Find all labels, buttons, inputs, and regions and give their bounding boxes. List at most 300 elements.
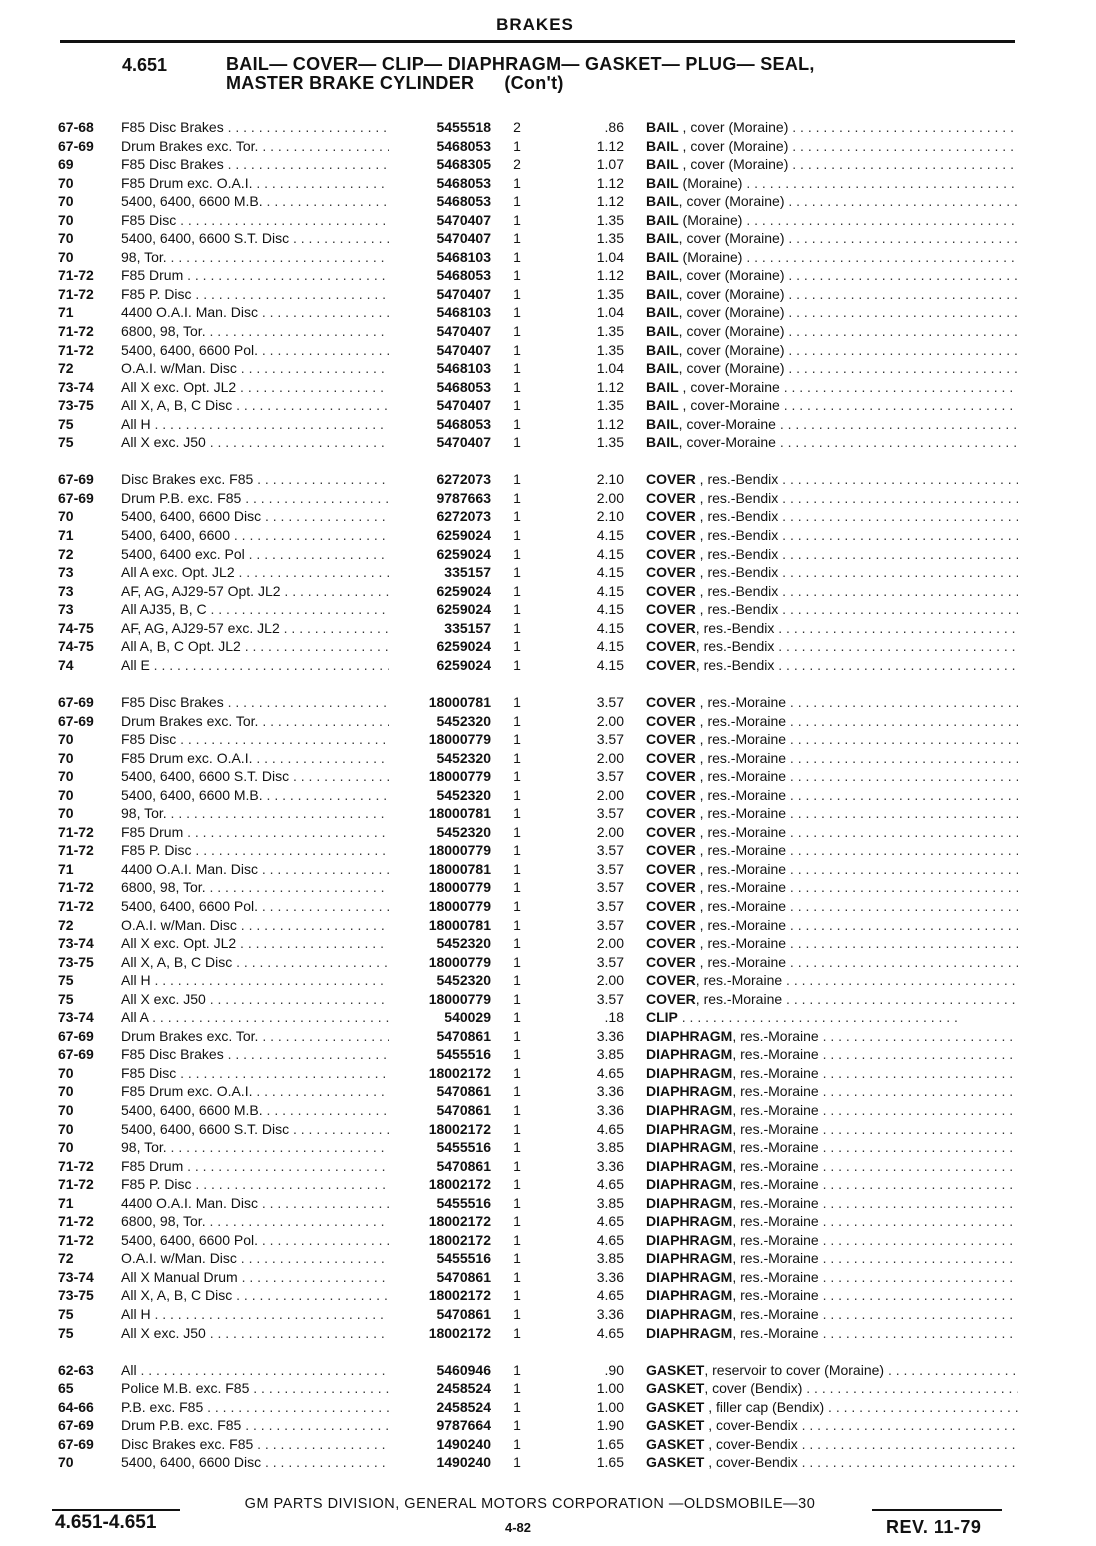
application: All X Manual Drum . . . (121, 1268, 389, 1286)
price: 3.57 (596, 693, 624, 710)
application: 5400, 6400, 6600 M.B. . . . (121, 192, 389, 210)
part-number: 5470407 (436, 211, 491, 228)
model-year: 70 (58, 230, 74, 247)
description (646, 730, 1018, 748)
price: 1.35 (596, 323, 624, 340)
description (646, 1101, 1018, 1119)
quantity: 1 (513, 1250, 521, 1267)
part-number: 5468305 (436, 156, 491, 173)
description (646, 1194, 1018, 1212)
part-number: 2458524 (436, 1398, 491, 1415)
price: 3.57 (596, 879, 624, 896)
price: 3.85 (596, 1139, 624, 1156)
part-number: 6259024 (436, 582, 491, 599)
quantity: 1 (513, 1046, 521, 1063)
part-description: , res.-Moraine (695, 786, 787, 803)
price: 3.36 (596, 1157, 624, 1174)
model-year: 71-72 (58, 842, 94, 859)
part-name: GASKET (646, 1435, 705, 1452)
application: 5400, 6400, 6600 S.T. Disc . . . (121, 1120, 389, 1138)
part-name: COVER (646, 842, 696, 859)
description (646, 155, 1018, 173)
table-row (0, 433, 1096, 452)
part-name: COVER (646, 638, 696, 655)
part-description: , cover-Bendix (704, 1417, 798, 1434)
part-number: 5468053 (436, 415, 491, 432)
quantity: 1 (513, 471, 521, 488)
price: 1.00 (596, 1398, 624, 1415)
quantity: 1 (513, 638, 521, 655)
quantity: 1 (513, 1380, 521, 1397)
part-name: DIAPHRAGM (646, 1046, 733, 1063)
part-number: 5470407 (436, 434, 491, 451)
part-description: , cover (Moraine) (678, 304, 785, 321)
table-row (0, 934, 1096, 953)
description (646, 1082, 1018, 1100)
table-row (0, 1027, 1096, 1046)
part-description: , cover-Moraine (678, 434, 776, 451)
description (646, 1027, 1018, 1045)
description (646, 990, 1018, 1008)
application: All X exc. Opt. JL2 . . . (121, 378, 389, 396)
table-row (0, 582, 1096, 601)
part-number: 5468053 (436, 193, 491, 210)
quantity: 1 (513, 1139, 521, 1156)
part-number: 5468053 (436, 267, 491, 284)
quantity: 1 (513, 1435, 521, 1452)
description (646, 1398, 1018, 1416)
part-description: , res.-Moraine (732, 1064, 819, 1081)
price: 2.00 (596, 712, 624, 729)
quantity: 1 (513, 360, 521, 377)
application: 98, Tor. . . . (121, 248, 389, 266)
part-description: , cover-Bendix (704, 1435, 798, 1452)
description (646, 1138, 1018, 1156)
table-row (0, 118, 1096, 137)
table-row (0, 1249, 1096, 1268)
part-name: COVER (646, 508, 696, 525)
description (646, 303, 1018, 321)
part-name: BAIL (646, 397, 679, 414)
quantity: 1 (513, 768, 521, 785)
part-name: DIAPHRAGM (646, 1324, 733, 1341)
footer-page-number: 4-82 (505, 1520, 532, 1535)
model-year: 70 (58, 768, 74, 785)
application: 6800, 98, Tor. . . . (121, 1212, 389, 1230)
quantity: 1 (513, 786, 521, 803)
part-number: 5455518 (436, 119, 491, 135)
quantity: 1 (513, 397, 521, 414)
model-year: 71-72 (58, 823, 94, 840)
part-number: 18002172 (428, 1287, 491, 1304)
price: 3.57 (596, 953, 624, 970)
application: 5400, 6400, 6600 . . . (121, 526, 389, 544)
part-description: , res.-Moraine (732, 1306, 819, 1322)
description (646, 229, 1018, 247)
quantity: 1 (513, 285, 521, 302)
part-name: COVER (646, 805, 696, 822)
price: 1.04 (596, 360, 624, 377)
part-name: COVER (646, 897, 696, 914)
part-name: COVER (646, 953, 696, 970)
application: O.A.I. w/Man. Disc . . . (121, 916, 389, 934)
part-number: 6259024 (436, 601, 491, 618)
table-row (0, 1008, 1096, 1027)
application: Drum P.B. exc. F85 . . . (121, 489, 389, 507)
description (646, 1324, 1018, 1342)
application: Police M.B. exc. F85 . . . (121, 1379, 389, 1397)
part-description: , res.-Bendix (695, 564, 779, 581)
quantity: 1 (513, 1101, 521, 1118)
quantity: 1 (513, 1361, 521, 1378)
part-description: , res.-Moraine (732, 1101, 819, 1118)
description (646, 1416, 1018, 1434)
quantity: 1 (513, 935, 521, 952)
part-number: 5470407 (436, 230, 491, 247)
part-name: BAIL (646, 415, 679, 432)
table-row (0, 1138, 1096, 1157)
price: 3.57 (596, 731, 624, 748)
quantity: 1 (513, 823, 521, 840)
part-description: , cover (Moraine) (678, 267, 785, 284)
table-row (0, 359, 1096, 378)
part-description: , res.-Moraine (695, 842, 787, 859)
part-description: , res.-Moraine (695, 731, 787, 748)
part-description: , cover (Moraine) (678, 119, 789, 135)
part-name: COVER (646, 564, 696, 581)
description (646, 1008, 1018, 1026)
table-row (0, 916, 1096, 935)
part-number: 5452320 (436, 712, 491, 729)
application: Drum P.B. exc. F85 . . . (121, 1416, 389, 1434)
part-number: 5470407 (436, 397, 491, 414)
model-year: 70 (58, 749, 74, 766)
part-description: , res.-Bendix (695, 638, 775, 655)
description (646, 359, 1018, 377)
part-name: BAIL (646, 193, 679, 210)
application: 4400 O.A.I. Man. Disc . . . (121, 860, 389, 878)
continued-label: (Con't) (504, 73, 564, 93)
application: 5400, 6400, 6600 M.B. . . . (121, 786, 389, 804)
application: AF, AG, AJ29-57 exc. JL2 . . . (121, 619, 389, 637)
application: All X, A, B, C Disc . . . (121, 396, 389, 414)
part-number: 18002172 (428, 1324, 491, 1341)
quantity: 1 (513, 545, 521, 562)
application: All . . . (121, 1361, 389, 1379)
part-description: (Moraine) (678, 174, 743, 191)
model-year: 73-74 (58, 1009, 94, 1026)
part-name: BAIL (646, 174, 679, 191)
part-description: , res.-Moraine (732, 1139, 819, 1156)
part-number: 5468053 (436, 174, 491, 191)
application: 4400 O.A.I. Man. Disc . . . (121, 1194, 389, 1212)
table-row (0, 1286, 1096, 1305)
model-year: 70 (58, 174, 74, 191)
part-number: 5455516 (436, 1194, 491, 1211)
table-row (0, 563, 1096, 582)
application: All X exc. J50 . . . (121, 433, 389, 451)
model-year: 67-69 (58, 471, 94, 488)
part-description: , res.-Moraine (732, 1157, 819, 1174)
price: 3.57 (596, 860, 624, 877)
footer-corporation: GM PARTS DIVISION, GENERAL MOTORS CORPORATION —OLDSMOBILE—30 (244, 1496, 816, 1512)
price: 1.35 (596, 285, 624, 302)
price: 2.00 (596, 489, 624, 506)
part-number: 18000779 (428, 897, 491, 914)
quantity: 1 (513, 1324, 521, 1341)
part-number: 18002172 (428, 1231, 491, 1248)
part-name: COVER (646, 693, 696, 710)
model-year: 71 (58, 527, 74, 544)
model-year: 73 (58, 564, 74, 581)
part-number: 18002172 (428, 1213, 491, 1230)
quantity: 1 (513, 1306, 521, 1322)
description (646, 118, 1018, 136)
part-description: , cover (Moraine) (678, 230, 785, 247)
part-name: COVER (646, 972, 696, 989)
price: 3.57 (596, 897, 624, 914)
part-description: , res.-Moraine (732, 1213, 819, 1230)
price: 3.57 (596, 916, 624, 933)
description (646, 1286, 1018, 1304)
model-year: 71-72 (58, 323, 94, 340)
price: 1.35 (596, 434, 624, 451)
price: 1.07 (596, 156, 624, 173)
application: F85 Disc . . . (121, 1064, 389, 1082)
application: All H . . . (121, 415, 389, 433)
part-number: 6259024 (436, 545, 491, 562)
part-number: 5468103 (436, 360, 491, 377)
part-description: , cover-Bendix (704, 1454, 798, 1471)
quantity: 1 (513, 1176, 521, 1193)
part-number: 5468053 (436, 137, 491, 154)
model-year: 72 (58, 360, 74, 377)
quantity: 1 (513, 1157, 521, 1174)
application: All AJ35, B, C . . . (121, 600, 389, 618)
application: All X, A, B, C Disc . . . (121, 1286, 389, 1304)
price: 1.65 (596, 1435, 624, 1452)
quantity: 1 (513, 1027, 521, 1044)
part-name: BAIL (646, 156, 679, 173)
part-description: , res.-Bendix (695, 545, 779, 562)
quantity: 1 (513, 860, 521, 877)
part-number: 18000779 (428, 842, 491, 859)
quantity: 1 (513, 749, 521, 766)
quantity: 1 (513, 972, 521, 989)
application: 5400, 6400, 6600 Disc . . . (121, 1453, 389, 1471)
part-name: BAIL (646, 323, 679, 340)
price: 3.57 (596, 768, 624, 785)
part-name: GASKET (646, 1398, 705, 1415)
table-row (0, 786, 1096, 805)
quantity: 1 (513, 248, 521, 265)
application: Disc Brakes exc. F85 . . . (121, 470, 389, 488)
part-name: COVER (646, 619, 696, 636)
model-year: 73-75 (58, 953, 94, 970)
price: 1.12 (596, 378, 624, 395)
part-number: 5452320 (436, 972, 491, 989)
quantity: 1 (513, 953, 521, 970)
part-number: 5455516 (436, 1139, 491, 1156)
part-name: GASKET (646, 1380, 705, 1397)
part-number: 5470407 (436, 323, 491, 340)
part-name: DIAPHRAGM (646, 1064, 733, 1081)
part-description: (Moraine) (678, 211, 743, 228)
part-number: 6272073 (436, 508, 491, 525)
part-description: , filler cap (Bendix) (704, 1398, 825, 1415)
model-year: 74 (58, 656, 74, 673)
part-number: 5470407 (436, 341, 491, 358)
table-row (0, 656, 1096, 675)
quantity: 1 (513, 193, 521, 210)
quantity: 1 (513, 1213, 521, 1230)
model-year: 71 (58, 1194, 74, 1211)
description (646, 266, 1018, 284)
description (646, 656, 1018, 674)
part-description: , res.-Moraine (732, 1194, 819, 1211)
part-name: COVER (646, 879, 696, 896)
description (646, 211, 1018, 229)
part-number: 335157 (444, 564, 491, 581)
part-number: 5470861 (436, 1306, 491, 1322)
description (646, 1268, 1018, 1286)
price: .90 (604, 1361, 624, 1378)
quantity: 1 (513, 434, 521, 451)
part-number: 18000779 (428, 953, 491, 970)
model-year: 72 (58, 545, 74, 562)
description (646, 1435, 1018, 1453)
price: 1.12 (596, 193, 624, 210)
part-name: COVER (646, 935, 696, 952)
part-description: , cover (Moraine) (678, 341, 785, 358)
table-row (0, 415, 1096, 434)
part-description: , cover-Moraine (678, 378, 780, 395)
part-name: COVER (646, 582, 696, 599)
quantity: 1 (513, 1120, 521, 1137)
part-name: COVER (646, 768, 696, 785)
model-year: 67-69 (58, 1417, 94, 1434)
quantity: 1 (513, 805, 521, 822)
description (646, 563, 1018, 581)
application: 98, Tor. . . . (121, 804, 389, 822)
model-year: 70 (58, 1139, 74, 1156)
quantity: 1 (513, 1231, 521, 1248)
model-year: 67-69 (58, 693, 94, 710)
price: 2.00 (596, 972, 624, 989)
description (646, 786, 1018, 804)
table-row (0, 1268, 1096, 1287)
model-year: 70 (58, 805, 74, 822)
part-description: , res.-Bendix (695, 619, 775, 636)
description (646, 582, 1018, 600)
table-row (0, 174, 1096, 193)
description (646, 415, 1018, 433)
application: 5400, 6400, 6600 Pol. . . . (121, 1231, 389, 1249)
part-name: DIAPHRAGM (646, 1139, 733, 1156)
part-name: COVER (646, 786, 696, 803)
part-description: , res.-Moraine (732, 1046, 819, 1063)
price: 3.85 (596, 1194, 624, 1211)
quantity: 1 (513, 1083, 521, 1100)
part-name: COVER (646, 860, 696, 877)
application: Disc Brakes exc. F85 . . . (121, 1435, 389, 1453)
part-number: 6272073 (436, 471, 491, 488)
description (646, 878, 1018, 896)
table-row (0, 396, 1096, 415)
part-name: DIAPHRAGM (646, 1268, 733, 1285)
part-number: 1490240 (436, 1454, 491, 1471)
description (646, 378, 1018, 396)
part-description: , res.-Bendix (695, 527, 779, 544)
model-year: 75 (58, 1324, 74, 1341)
part-name: BAIL (646, 304, 679, 321)
table-row (0, 1157, 1096, 1176)
table-row (0, 953, 1096, 972)
application: F85 Disc Brakes . . . (121, 118, 389, 136)
application: 6800, 98, Tor. . . . (121, 322, 389, 340)
table-row (0, 637, 1096, 656)
part-number: 18000779 (428, 990, 491, 1007)
description (646, 470, 1018, 488)
price: 1.35 (596, 397, 624, 414)
model-year: 74-75 (58, 638, 94, 655)
table-row (0, 804, 1096, 823)
price: 4.15 (596, 545, 624, 562)
part-name: COVER (646, 656, 696, 673)
model-year: 71 (58, 860, 74, 877)
description (646, 1064, 1018, 1082)
quantity: 1 (513, 601, 521, 618)
part-description: , res.-Bendix (695, 582, 779, 599)
part-description: , res.-Bendix (695, 471, 779, 488)
application: F85 P. Disc . . . (121, 285, 389, 303)
description (646, 507, 1018, 525)
group-title-line2-wrap (226, 74, 1016, 93)
part-name: DIAPHRAGM (646, 1083, 733, 1100)
part-number: 5470861 (436, 1083, 491, 1100)
footer-section-range: 4.651-4.651 (55, 1512, 157, 1533)
description (646, 1305, 1018, 1323)
quantity: 1 (513, 1417, 521, 1434)
application: All A, B, C Opt. JL2 . . . (121, 637, 389, 655)
model-year: 71-72 (58, 897, 94, 914)
description (646, 1045, 1018, 1063)
part-description: , res.-Moraine (732, 1027, 819, 1044)
table-row (0, 1045, 1096, 1064)
price: .18 (604, 1009, 624, 1026)
table-row (0, 1453, 1096, 1472)
model-year: 70 (58, 1120, 74, 1137)
model-year: 73-74 (58, 378, 94, 395)
part-name: DIAPHRAGM (646, 1213, 733, 1230)
quantity: 1 (513, 508, 521, 525)
description (646, 693, 1018, 711)
model-year: 70 (58, 1064, 74, 1081)
part-description: , res.-Moraine (695, 916, 787, 933)
part-name: COVER (646, 712, 696, 729)
table-row (0, 712, 1096, 731)
part-description: , res.-Moraine (732, 1287, 819, 1304)
table-row (0, 1435, 1096, 1454)
model-year: 67-69 (58, 1046, 94, 1063)
quantity: 1 (513, 230, 521, 247)
price: 4.15 (596, 619, 624, 636)
description (646, 841, 1018, 859)
application: F85 Drum . . . (121, 1157, 389, 1175)
description (646, 749, 1018, 767)
model-year: 75 (58, 415, 74, 432)
part-description: , res.-Bendix (695, 601, 779, 618)
